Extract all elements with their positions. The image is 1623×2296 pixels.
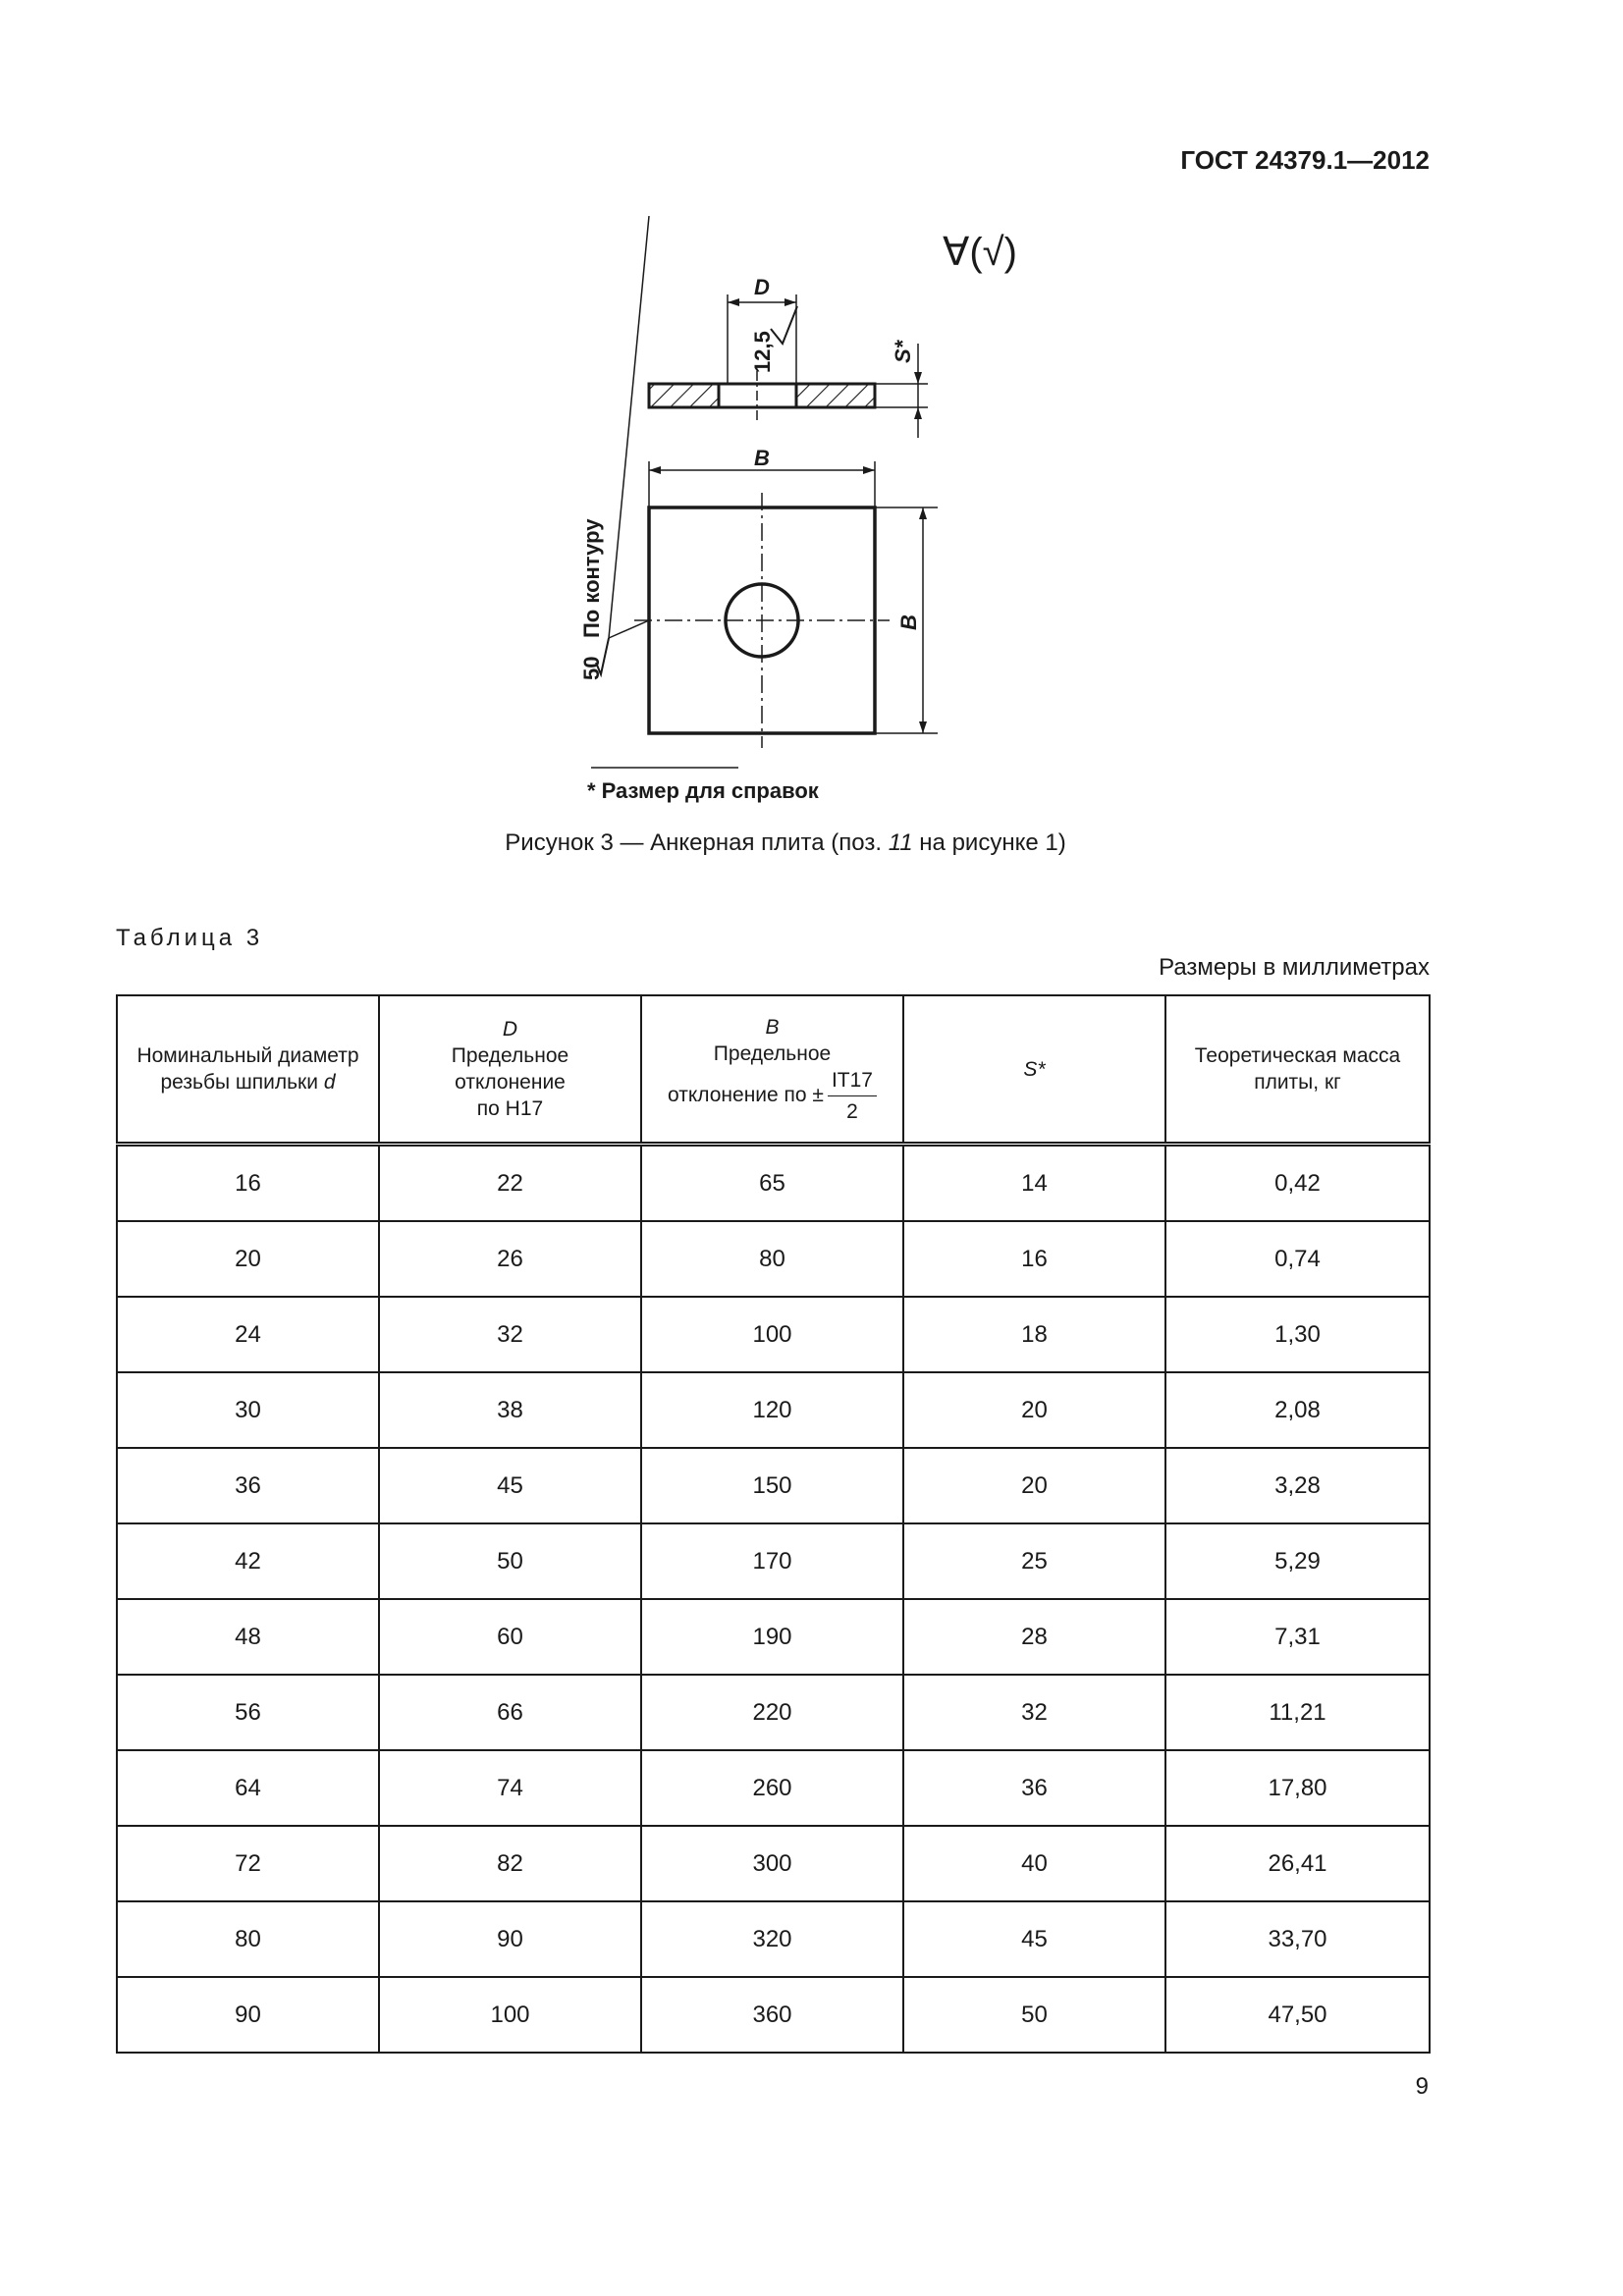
table-cell: 36 xyxy=(903,1750,1165,1826)
table-cell: 2,08 xyxy=(1165,1372,1430,1448)
dim-label-D: D xyxy=(754,275,770,299)
table-cell: 190 xyxy=(641,1599,903,1675)
table-cell: 56 xyxy=(117,1675,379,1750)
page-number: 9 xyxy=(1415,2073,1429,2100)
table-cell: 28 xyxy=(903,1599,1165,1675)
table-cell: 40 xyxy=(903,1826,1165,1901)
table-cell: 260 xyxy=(641,1750,903,1826)
table-cell: 45 xyxy=(903,1901,1165,1977)
header-S: S* xyxy=(903,995,1165,1145)
roughness-value: 12,5 xyxy=(750,331,775,373)
figure-footnote: * Размер для справок xyxy=(587,778,819,803)
table-cell: 5,29 xyxy=(1165,1523,1430,1599)
table-row xyxy=(117,1145,1430,1222)
table-row xyxy=(117,1297,1430,1372)
header-D: D Предельное отклонение по H17 xyxy=(379,995,641,1145)
contour-roughness-value: 50 xyxy=(579,656,604,680)
dim-label-B-top: B xyxy=(754,446,770,470)
table-cell: 65 xyxy=(641,1145,903,1222)
table-cell: 25 xyxy=(903,1523,1165,1599)
table-cell: 33,70 xyxy=(1165,1901,1430,1977)
table-cell: 20 xyxy=(903,1448,1165,1523)
dimensions-table xyxy=(116,994,1429,2054)
table-cell: 360 xyxy=(641,1977,903,2053)
table-row xyxy=(117,1599,1430,1675)
table-cell: 32 xyxy=(379,1297,641,1372)
table-cell: 22 xyxy=(379,1145,641,1222)
table-cell: 120 xyxy=(641,1372,903,1448)
table-cell: 66 xyxy=(379,1675,641,1750)
header-mass: Теоретическая масса плиты, кг xyxy=(1165,995,1430,1145)
table-row xyxy=(117,1448,1430,1523)
table-row xyxy=(117,1675,1430,1750)
table-cell: 38 xyxy=(379,1372,641,1448)
table-cell: 100 xyxy=(379,1977,641,2053)
table-cell: 18 xyxy=(903,1297,1165,1372)
table-cell: 17,80 xyxy=(1165,1750,1430,1826)
table-row xyxy=(117,1977,1430,2053)
table-cell: 16 xyxy=(903,1221,1165,1297)
table-cell: 72 xyxy=(117,1826,379,1901)
table-cell: 90 xyxy=(379,1901,641,1977)
table-row xyxy=(117,1372,1430,1448)
table-cell: 26 xyxy=(379,1221,641,1297)
anchor-plate-drawing xyxy=(550,216,1021,825)
header-nominal-diameter: Номинальный диаметр резьбы шпильки d xyxy=(117,995,379,1145)
table-cell: 26,41 xyxy=(1165,1826,1430,1901)
contour-note: По контуру xyxy=(579,518,604,638)
table-cell: 0,74 xyxy=(1165,1221,1430,1297)
drawing-svg xyxy=(550,216,1021,825)
table-cell: 80 xyxy=(117,1901,379,1977)
table-cell: 14 xyxy=(903,1145,1165,1222)
table-cell: 74 xyxy=(379,1750,641,1826)
table-cell: 32 xyxy=(903,1675,1165,1750)
surface-finish-mark: ∀(√) xyxy=(943,231,1017,274)
table-cell: 45 xyxy=(379,1448,641,1523)
table-cell: 50 xyxy=(903,1977,1165,2053)
table-row xyxy=(117,1523,1430,1599)
table-cell: 1,30 xyxy=(1165,1297,1430,1372)
table-cell: 82 xyxy=(379,1826,641,1901)
table-row xyxy=(117,1750,1430,1826)
table-header-row xyxy=(117,995,1430,1145)
table-cell: 90 xyxy=(117,1977,379,2053)
section-left-hatch xyxy=(649,384,719,407)
table-cell: 80 xyxy=(641,1221,903,1297)
section-view xyxy=(649,275,928,438)
table-cell: 3,28 xyxy=(1165,1448,1430,1523)
table-title: Таблица 3 xyxy=(116,925,264,951)
table-cell: 20 xyxy=(117,1221,379,1297)
table-cell: 42 xyxy=(117,1523,379,1599)
dim-label-B-side: B xyxy=(896,614,921,630)
table-cell: 7,31 xyxy=(1165,1599,1430,1675)
header-B: B Предельное отклонение по ± $\frac{IT17}{2}$ xyxy=(641,995,903,1145)
figure-caption: Рисунок 3 — Анкерная плита (поз. 11 на рисунке 1) xyxy=(505,829,1066,856)
table-cell: 0,42 xyxy=(1165,1145,1430,1222)
section-right-hatch xyxy=(796,384,875,407)
document-code: ГОСТ 24379.1—2012 xyxy=(1180,145,1430,175)
table-cell: 50 xyxy=(379,1523,641,1599)
table-body xyxy=(117,1145,1430,2054)
table-units: Размеры в миллиметрах xyxy=(1159,954,1430,981)
table-cell: 20 xyxy=(903,1372,1165,1448)
table-row xyxy=(117,1901,1430,1977)
table-row xyxy=(117,1221,1430,1297)
table-cell: 320 xyxy=(641,1901,903,1977)
table-cell: 24 xyxy=(117,1297,379,1372)
table-cell: 60 xyxy=(379,1599,641,1675)
table-cell: 47,50 xyxy=(1165,1977,1430,2053)
table-cell: 300 xyxy=(641,1826,903,1901)
table-cell: 220 xyxy=(641,1675,903,1750)
table-cell: 64 xyxy=(117,1750,379,1826)
table-cell: 150 xyxy=(641,1448,903,1523)
table-row xyxy=(117,1826,1430,1901)
tolerance-fraction: $\frac{IT17}{2}$ xyxy=(828,1067,877,1125)
table-cell: 36 xyxy=(117,1448,379,1523)
table-cell: 170 xyxy=(641,1523,903,1599)
table-cell: 100 xyxy=(641,1297,903,1372)
table-cell: 16 xyxy=(117,1145,379,1222)
table-cell: 48 xyxy=(117,1599,379,1675)
dim-label-S: S* xyxy=(891,340,915,363)
table-cell: 30 xyxy=(117,1372,379,1448)
table-cell: 11,21 xyxy=(1165,1675,1430,1750)
